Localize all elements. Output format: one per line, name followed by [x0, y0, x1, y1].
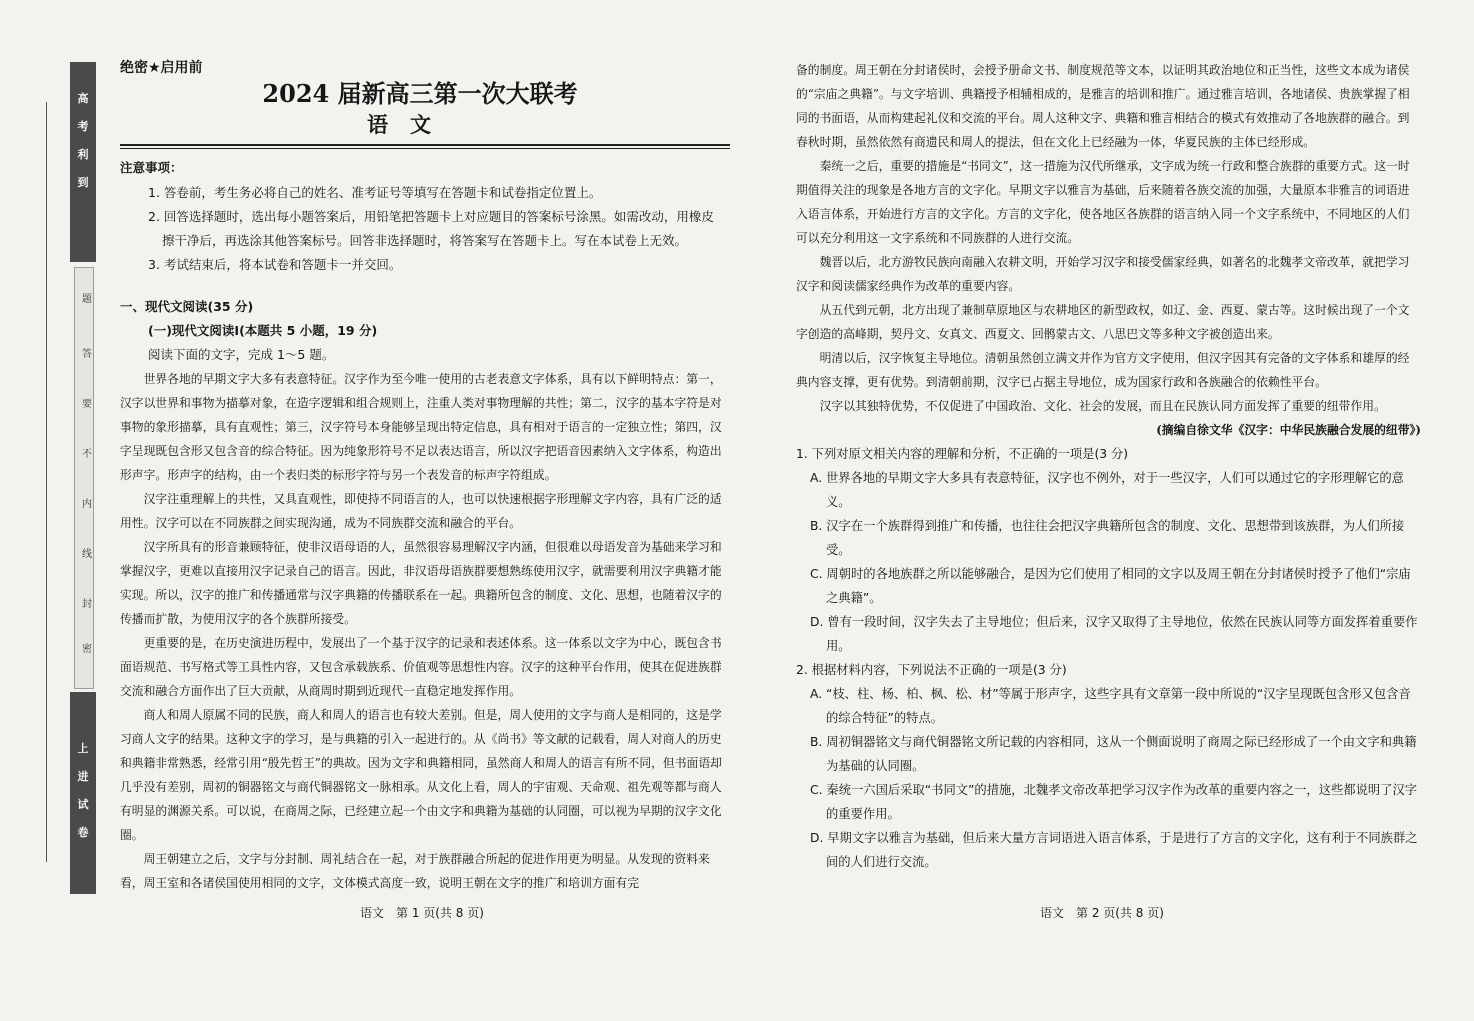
passage-paragraph: 从五代到元朝，北方出现了兼制草原地区与农耕地区的新型政权，如辽、金、西夏、蒙古等。这时候出现了一个文字创造的高峰期，契丹文、女真文、西夏文、回鹘蒙古文、八思巴文等多种文字被创造出来。 [796, 303, 1410, 341]
passage-paragraph: 明清以后，汉字恢复主导地位。清朝虽然创立满文并作为官方文字使用，但汉字因其有完备的文字体系和雄厚的经典内容支撑，更有优势。到清朝前期，汉字已占据主导地位，成为国家行政和各族融合的依赖性平台。 [796, 351, 1410, 389]
notice-item: 擦干净后，再选涂其他答案标号。回答非选择题时，将答案写在答题卡上。写在本试卷上无效。 [162, 233, 688, 248]
binding-char: 密 [82, 644, 92, 655]
passage-paragraph: 汉字所具有的形音兼顾特征，使非汉语母语的人，虽然很容易理解汉字内涵，但很难以母语发音为基础来学习和掌握汉字，更难以直接用汉字记录自己的语言。因此，非汉语母语族群要想熟练使用汉字，就需要利用汉字典籍才能实现。所以，汉字的推广和传播通常与汉字典籍的传播联系在一起。典籍所包含的制度、文化、思想，也随着汉字的传播而扩散，为使用汉字的各个族群所接受。 [120, 540, 722, 626]
binding-char: 不 [82, 449, 92, 460]
binding-margin [30, 62, 64, 894]
question-stem: 1. 下列对原文相关内容的理解和分析，不正确的一项是(3 分) [796, 447, 1129, 461]
question-option: D. 早期文字以雅言为基础，但后来大量方言词语进入语言体系，于是进行了方言的文字化，这有利于不同族群之间的人们进行交流。 [810, 831, 1418, 869]
exam-title: 2024 届新高三第一次大联考 [262, 79, 578, 108]
section-title: 一、现代文阅读(35 分) [120, 299, 254, 314]
passage-paragraph: 世界各地的早期文字大多有表意特征。汉字作为至今唯一使用的古老表意文字体系，具有以下鲜明特点：第一，汉字以世界和事物为描摹对象，在造字逻辑和组合规则上，注重人类对事物理解的共性；第二，汉字的基本字符是对事物的象形描摹，具有直观性；第三，汉字符号本身能够呈现出特定信息，具有相对于语言的一定独立性；第四，汉字呈现既包含形又包含音的综合特征。因为纯象形符号不足以表达语言，所以汉字把语音因素纳入文字体系，构造出形声字。形声字的结构，由一个表归类的标形字符与另一个表发音的标声字符组成。 [120, 372, 722, 482]
question-option: C. 秦统一六国后采取“书同文”的措施，北魏孝文帝改革把学习汉字作为改革的重要内容之一，这些都说明了汉字的重要作用。 [810, 783, 1418, 821]
notice-item: 2. 回答选择题时，选出每小题答案后，用铅笔把答题卡上对应题目的答案标号涂黑。如需改动，用橡皮 [148, 209, 714, 224]
question-stem: 2. 根据材料内容，下列说法不正确的一项是(3 分) [796, 663, 1067, 677]
right-page [796, 58, 1421, 874]
question-option: A. 世界各地的早期文字大多具有表意特征，汉字也不例外，对于一些汉字，人们可以通过它的字形理解它的意义。 [810, 471, 1404, 509]
passage-paragraph: 魏晋以后，北方游牧民族向南融入农耕文明，开始学习汉字和接受儒家经典，如著名的北魏孝文帝改革，就把学习汉字和阅读儒家经典作为改革的重要内容。 [796, 255, 1410, 293]
strip-middle [74, 267, 94, 689]
question-option: B. 汉字在一个族群得到推广和传播，也往往会把汉字典籍所包含的制度、文化、思想带到该族群，为人们所接受。 [810, 519, 1405, 557]
binding-char: 线 [82, 549, 92, 560]
question-option: C. 周朝时的各地族群之所以能够融合，是因为它们使用了相同的文字以及周王朝在分封诸侯时授予了他们“宗庙之典籍”。 [810, 567, 1411, 605]
passage-paragraph: 备的制度。周王朝在分封诸侯时，会授予册命文书、制度规范等文本，以证明其政治地位和正当性，这些文本成为诸侯的“宗庙之典籍”。与文字培训、典籍授予相辅相成的，是雅言的培训和推广。通过雅言培训，各地诸侯、贵族掌握了相同的书面语，从而构建起礼仪和交流的平台。周人这种文字、典籍和雅言相结合的模式有效推动了各地族群的融合。到春秋时期，虽然依然有商遗民和周人的提法，但在文化上已经融为一体，华夏民族的主体已经形成。 [796, 63, 1410, 149]
question-option: D. 曾有一段时间，汉字失去了主导地位；但后来，汉字又取得了主导地位，依然在民族认同等方面发挥着重要作用。 [810, 615, 1418, 653]
subject-title: 语文 [367, 112, 453, 137]
passage-paragraph: 汉字注重理解上的共性，又具直观性，即使持不同语言的人，也可以快速根据字形理解文字内容，具有广泛的适用性。汉字可以在不同族群之间实现沟通，成为不同族群交流和融合的平台。 [120, 492, 722, 530]
notice-heading: 注意事项： [120, 160, 183, 175]
passage-paragraph: 商人和周人原属不同的民族，商人和周人的语言也有较大差别。但是，周人使用的文字与商人是相同的，这是学习商人文字的结果。这种文字的学习，是与典籍的引入一起进行的。从《尚书》等文献的记载看，周人对商人的历史和典籍非常熟悉，经常引用“殷先哲王”的典故。因为文字和典籍相同，虽然商人和周人的语言有所不同，但书面语却几乎没有差别，周初的铜器铭文与商代铜器铭文一脉相承。从文化上看，周人的宇宙观、天命观、祖先观等都与商人有明显的渊源关系。可以说，在商周之际，已经建立起一个由文字和典籍为基础的认同圈，可以视为早期的汉字文化圈。 [120, 708, 722, 842]
reading-instruction: 阅读下面的文字，完成 1～5 题。 [148, 347, 335, 362]
left-page [120, 58, 730, 895]
passage-paragraph: 汉字以其独特优势，不仅促进了中国政治、文化、社会的发展，而且在民族认同方面发挥了重要的纽带作用。 [819, 399, 1386, 413]
section-subtitle: (一)现代文阅读Ⅰ(本题共 5 小题，19 分) [148, 323, 378, 338]
binding-char: 题 [82, 294, 92, 305]
binding-char: 答 [82, 349, 92, 360]
passage-source: (摘编自徐文华《汉字：中华民族融合发展的纽带》) [1156, 423, 1421, 437]
binding-char: 要 [82, 399, 92, 410]
passage-paragraph: 更重要的是，在历史演进历程中，发展出了一个基于汉字的记录和表述体系。这一体系以文字为中心，既包含书面语规范、书写格式等工具性内容，又包含承载族系、价值观等思想性内容。汉字的这种平台作用，使其在促进族群交流和融合方面作出了巨大贡献，从商周时期到近现代一直稳定地发挥作用。 [120, 636, 722, 698]
binding-line [46, 102, 47, 862]
binding-char: 封 [82, 599, 92, 610]
secret-label: 绝密★启用前 [120, 60, 203, 76]
page-footer-left: 语文 第 1 页(共 8 页) [360, 906, 484, 920]
title-rule [120, 144, 730, 149]
question-option: B. 周初铜器铭文与商代铜器铭文所记载的内容相同，这从一个侧面说明了商周之际已经形成了一个由文字和典籍为基础的认同圈。 [810, 735, 1417, 773]
question-option: A. “枝、柱、杨、柏、枫、松、材”等属于形声字，这些字具有文章第一段中所说的“汉字呈现既包含形又包含音的综合特征”的特点。 [810, 687, 1411, 725]
notice-item: 1. 答卷前，考生务必将自己的姓名、准考证号等填写在答题卡和试卷指定位置上。 [148, 185, 602, 200]
passage-paragraph: 周王朝建立之后，文字与分封制、周礼结合在一起，对于族群融合所起的促进作用更为明显。从发现的资料来看，周王室和各诸侯国使用相同的文字，文体模式高度一致，说明王朝在文字的推广和培训方面有完 [120, 852, 710, 890]
notice-item: 3. 考试结束后，将本试卷和答题卡一并交回。 [148, 257, 402, 272]
strip-bottom-label: 上 进 试 卷 [77, 742, 89, 839]
strip-top-label: 高 考 利 到 [77, 92, 89, 189]
binding-strip [70, 62, 96, 894]
passage-paragraph: 秦统一之后，重要的措施是“书同文”，这一措施为汉代所继承，文字成为统一行政和整合族群的重要方式。这一时期值得关注的现象是各地方言的文字化。早期文字以雅言为基础，后来随着各族交流的加强，大量原本非雅言的词语进入语言体系，开始进行方言的文字化。方言的文字化，使各地区各族群的语言纳入同一个文字系统中，不同地区的人们可以充分利用这一文字系统和不同族群的人进行交流。 [796, 159, 1410, 245]
page-footer-right: 语文 第 2 页(共 8 页) [1040, 906, 1164, 920]
binding-char: 内 [82, 499, 92, 510]
